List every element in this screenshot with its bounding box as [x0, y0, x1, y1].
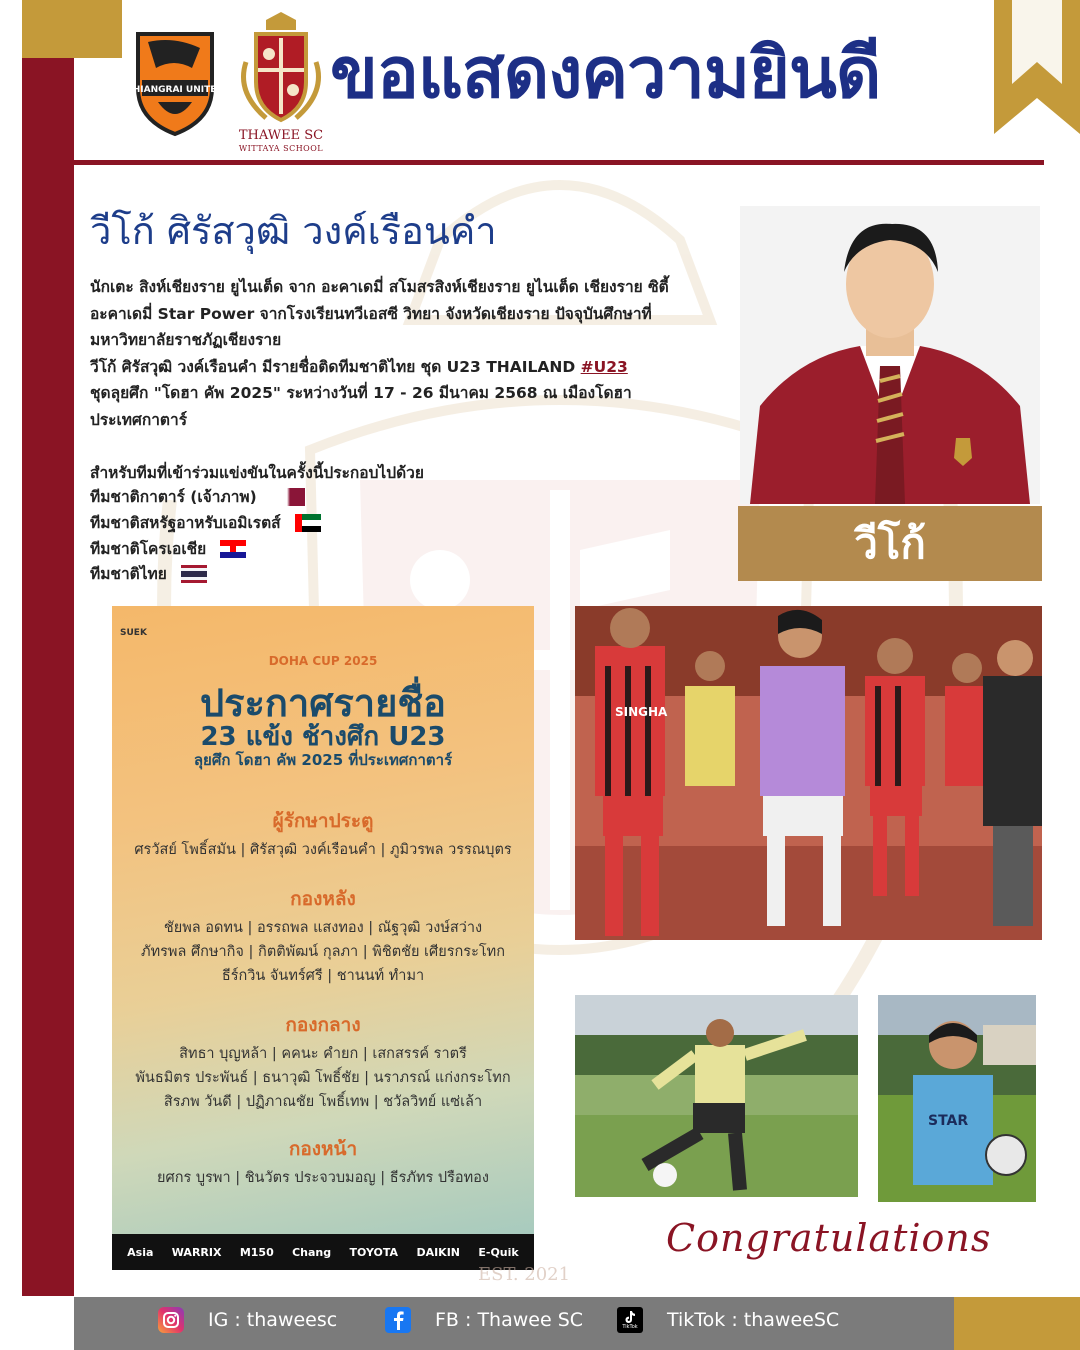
- school-name: THAWEE SC: [238, 128, 324, 143]
- club-logo-text: CHIANGRAI UNITED: [126, 85, 224, 95]
- selection-text: วีโก้ ศิรัสวุฒิ วงค์เรือนคำ มีรายชื่อติดทีมชาติไทย ชุด U23 THAILAND: [90, 357, 581, 376]
- congratulations-script: Congratulations: [666, 1216, 992, 1260]
- poster-names-line: สิรภพ วันดี | ปฏิภาณชัย โพธิ์เทพ | ชวัลวิทย์ แซ่เล้า: [163, 1094, 483, 1110]
- sponsor-logo: Asia: [127, 1245, 154, 1259]
- gold-ribbon-decoration: [994, 0, 1080, 134]
- poster-names-line: ศรวัสย์ โพธิ์สมัน | ศิรัสวุฒิ วงค์เรือนคำ | ภูมิวรพล วรรณบุตร: [134, 842, 512, 858]
- team-name: ทีมชาติโครเอเชีย: [90, 540, 207, 558]
- thawee-sc-school-logo: [236, 12, 326, 128]
- instagram-handle: IG : thaweesc: [208, 1309, 338, 1331]
- bio-line: มหาวิทยาลัยราชภัฏเชียงราย: [90, 331, 282, 349]
- poster-section-defenders: กองหลัง: [290, 888, 356, 910]
- page-title: ขอแสดงความยินดี: [330, 32, 881, 114]
- player-portrait-photo: [740, 206, 1040, 504]
- poster-tagline: ลุยศึก โดฮา คัพ 2025 ที่ประเทศกาตาร์: [193, 751, 453, 769]
- footer-tiktok-link[interactable]: [617, 1307, 839, 1333]
- tiktok-handle: TikTok : thaweeSC: [667, 1309, 840, 1331]
- poster-sponsor-bar: [112, 1234, 534, 1270]
- sponsor-logo: WARRIX: [171, 1245, 222, 1259]
- team-item-thailand: [90, 561, 207, 586]
- kid-shirt-text: STAR: [928, 1113, 969, 1129]
- tournament-line: ประเทศกาตาร์: [90, 410, 188, 429]
- teams-heading: สำหรับทีมที่เข้าร่วมแข่งขันในครั้งนี้ประกอบไปด้วย: [90, 464, 424, 482]
- facebook-icon: [385, 1307, 411, 1333]
- sponsor-logo: TOYOTA: [349, 1245, 399, 1259]
- poster-section-forwards: กองหน้า: [288, 1138, 358, 1160]
- poster-cup-name: DOHA CUP 2025: [268, 654, 378, 668]
- uae-flag-icon: [295, 514, 321, 532]
- thailand-flag-icon: [181, 565, 207, 583]
- selection-line: [90, 354, 740, 381]
- player-bio: [90, 274, 740, 433]
- instagram-icon: [158, 1307, 184, 1333]
- squad-announcement-poster: [112, 606, 534, 1270]
- watermark-established: EST. 2021: [478, 1264, 571, 1285]
- youth-player-photo: [878, 995, 1036, 1202]
- qatar-flag-icon: [279, 488, 305, 506]
- poster-names-line: พันธมิตร ประพันธ์ | ธนาวุฒิ โพธิ์ชัย | นราภรณ์ แก่งกระโทก: [135, 1070, 511, 1086]
- poster-names-line: ธีร์กวิน จันทร์ศรี | ชานนท์ ทำมา: [221, 968, 425, 984]
- player-nickname-box: วีโก้: [738, 506, 1042, 581]
- team-walkout-photo: [575, 606, 1042, 940]
- poster-names-line: ชัยพล อดทน | อรรถพล แสงทอง | ณัฐวุฒิ วงษ์สว่าง: [163, 920, 483, 936]
- left-maroon-band: [22, 0, 74, 1296]
- sponsor-logo: E-Quik: [478, 1245, 519, 1259]
- team-item-croatia: [90, 536, 246, 561]
- poster-headline: ประกาศรายชื่อ: [199, 681, 447, 725]
- poster-subheadline: 23 แข้ง ช้างศึก U23: [200, 722, 446, 752]
- poster-names-line: ภัทรพล ศึกษากิจ | กิตติพัฒน์ กุลภา | พิชิตชัย เศียรกระโทก: [141, 944, 505, 960]
- footer-facebook-link[interactable]: [385, 1307, 583, 1333]
- team-name: ทีมชาติกาตาร์ (เจ้าภาพ): [90, 488, 257, 506]
- chiangrai-united-logo: [126, 28, 224, 136]
- player-full-name: วีโก้ ศิรัสวุฒิ วงค์เรือนคำ: [90, 209, 497, 253]
- tiktok-icon: [617, 1307, 643, 1333]
- team-item-qatar: [90, 484, 305, 509]
- poster-brand: SUEK: [120, 628, 147, 638]
- goalkeeper-training-photo: [575, 995, 858, 1197]
- facebook-handle: FB : Thawee SC: [435, 1309, 584, 1331]
- sponsor-logo: DAIKIN: [416, 1245, 460, 1259]
- sponsor-logo: M150: [239, 1245, 274, 1259]
- bio-line: นักเตะ สิงห์เชียงราย ยูไนเต็ด จาก อะคาเดมี่ สโมสรสิงห์เชียงราย ยูไนเต็ด เชียงราย ซิตี้: [90, 278, 669, 296]
- team-name: ทีมชาติสหรัฐอาหรับเอมิเรตส์: [90, 514, 281, 532]
- top-left-gold-block: [22, 0, 122, 58]
- u23-hashtag-link[interactable]: #U23: [580, 357, 628, 376]
- poster-section-goalkeepers: ผู้รักษาประตู: [272, 810, 374, 832]
- poster-names-line: สิทธา บุญหล้า | คคนะ คำยก | เสกสรรค์ ราตรี: [179, 1046, 467, 1062]
- header-divider: [74, 160, 1044, 165]
- poster-names-line: ยศกร บูรพา | ชินวัตร ประจวบมอญ | ธีรภัทร ปรือทอง: [157, 1170, 489, 1186]
- tournament-line: ชุดลุยศึก "โดฮา คัพ 2025" ระหว่างวันที่ 17 - 26 มีนาคม 2568 ณ เมืองโดฮา: [90, 384, 632, 402]
- tiktok-icon-label: TikTok: [622, 1324, 638, 1330]
- team-name: ทีมชาติไทย: [90, 565, 167, 583]
- team-item-uae: [90, 510, 321, 535]
- croatia-flag-icon: [220, 540, 246, 558]
- footer-gold-block: [954, 1297, 1080, 1350]
- poster-section-midfielders: กองกลาง: [285, 1014, 361, 1036]
- sponsor-logo: Chang: [292, 1245, 332, 1259]
- school-subtitle: WITTAYA SCHOOL: [238, 144, 324, 153]
- team-shirt-sponsor: SINGHA: [615, 705, 668, 719]
- footer-instagram-link[interactable]: [158, 1307, 337, 1333]
- bio-line: อะคาเดมี่ Star Power จากโรงเรียนทวีเอสซี วิทยา จังหวัดเชียงราย ปัจจุบันศึกษาที่: [90, 304, 652, 323]
